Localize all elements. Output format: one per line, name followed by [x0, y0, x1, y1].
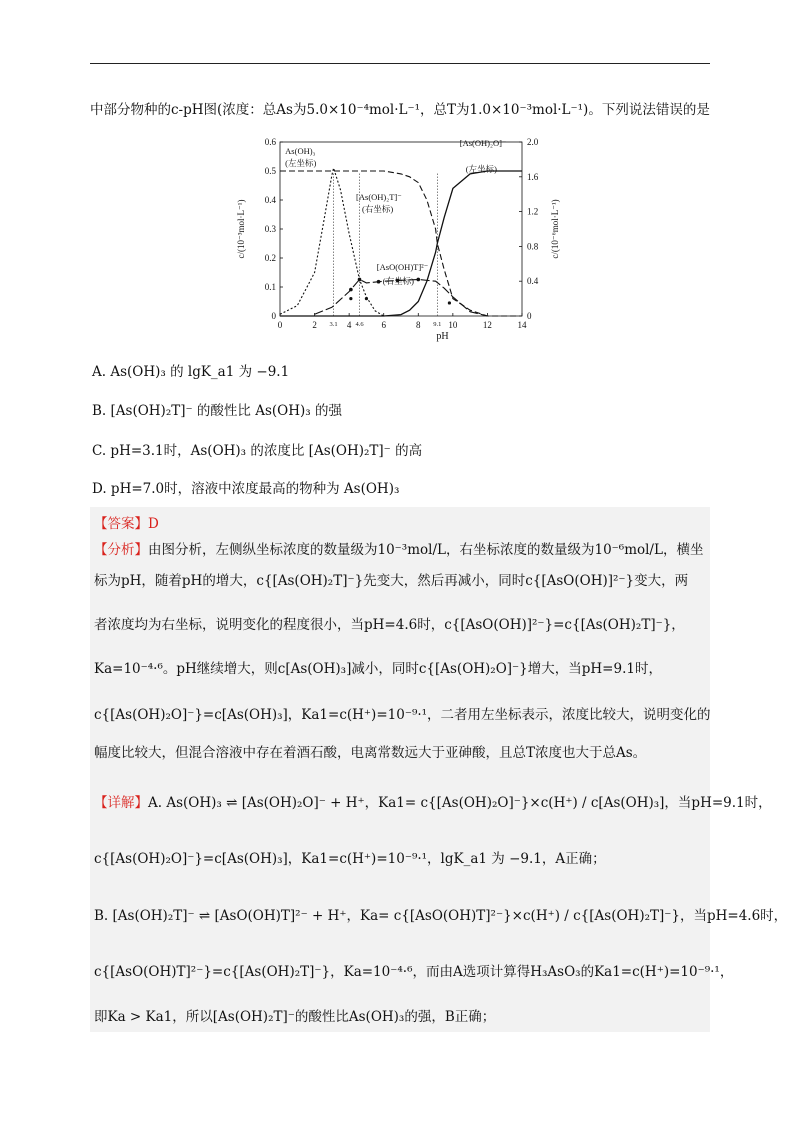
y-left-tick-label: 0.4 [264, 195, 276, 205]
question-intro: 中部分物种的c-pH图(浓度：总As为5.0×10⁻⁴mol·L⁻¹，总T为1.0×10⁻³mol·L⁻¹)。下列说法错误的是 [90, 102, 710, 118]
y-right-tick-label: 2.0 [527, 137, 539, 147]
x-tick-label: 0 [277, 320, 283, 330]
x-tick-label: 8 [416, 320, 421, 330]
y-left-tick-label: 0.1 [264, 282, 276, 292]
series-marker [358, 278, 362, 282]
analysis-tag: 【分析】 [94, 542, 148, 558]
x-tick-label: 2 [312, 320, 317, 330]
series-marker [416, 278, 420, 282]
y-right-tick-label: 0.8 [527, 241, 539, 252]
option-c[interactable]: C. pH=3.1时，As(OH)₃ 的浓度比 [As(OH)₂T]⁻ 的高 [92, 443, 423, 459]
y-left-tick-label: 0 [271, 311, 276, 321]
option-b[interactable]: B. [As(OH)₂T]⁻ 的酸性比 As(OH)₃ 的强 [92, 403, 342, 419]
analysis-line-2: 标为pH，随着pH的增大，c{[As(OH)₂T]⁻}先变大，然后再减小，同时c{[AsO(OH)]²⁻}变大，两 [94, 573, 689, 589]
y-right-tick-label: 0.4 [527, 276, 539, 287]
annotation-axis-note: (左坐标) [285, 158, 317, 168]
x-tick-label: 4 [346, 320, 352, 330]
series-marker [377, 280, 381, 284]
x-tick-label: 12 [482, 320, 492, 330]
y-left-tick-label: 0.6 [264, 137, 276, 147]
detail-line-b1: B. [As(OH)₂T]⁻ ⇌ [AsO(OH)T]²⁻ + H⁺，Ka= c{[AsO(OH)T]²⁻}×c(H⁺) / c{[As(OH)₂T]⁻}，当pH=4.6时， [94, 908, 788, 924]
detail-line-a2: c{[As(OH)₂O]⁻}=c[As(OH)₃]，Ka1=c(H⁺)=10⁻⁹·¹，lgK_a1 为 −9.1，A正确； [94, 851, 606, 867]
detail-tag: 【详解】 [94, 795, 148, 811]
x-tick-label: 10 [448, 320, 458, 330]
detail-line-b3: 即Ka > Ka1，所以[As(OH)₂T]⁻的酸性比As(OH)₃的强，B正确； [94, 1009, 496, 1025]
answer-panel [90, 507, 788, 1032]
y-right-tick-label: 1.6 [527, 171, 539, 182]
x-tick-label: 14 [517, 320, 527, 330]
analysis-line-6: 幅度比较大，但混合溶液中存在着酒石酸，电离常数远大于亚砷酸，且总T浓度也大于总As。 [94, 745, 647, 761]
annotation-label: [AsO(OH)T]²⁻ [376, 262, 429, 272]
y-left-tick-label: 0.2 [264, 253, 276, 263]
y-right-tick-label: 0 [527, 311, 532, 321]
detail-line-b2: c{[AsO(OH)T]²⁻}=c{[As(OH)₂T]⁻}，Ka=10⁻⁴·⁶，而由A选项计算得H₃AsO₃的Ka1=c(H⁺)=10⁻⁹·¹， [94, 964, 734, 980]
annotation-label: [As(OH)₂O]⁻ [459, 138, 507, 148]
annotation-label: As(OH)₃ [285, 146, 316, 156]
analysis-line-1 [94, 538, 703, 558]
y-left-tick-label: 0.3 [264, 224, 276, 234]
series-marker [349, 288, 353, 292]
option-d[interactable]: D. pH=7.0时，溶液中浓度最高的物种为 As(OH)₃ [92, 481, 400, 497]
chart-series [280, 168, 522, 316]
x-axis-label: pH [436, 331, 449, 342]
series-marker [365, 297, 368, 300]
extra-x-tick-label: 9.1 [433, 321, 442, 328]
annotation-axis-note: (右坐标) [362, 204, 394, 214]
analysis-line-4: Ka=10⁻⁴·⁶。pH继续增大，则c[As(OH)₃]减小，同时c{[As(OH)₂O]⁻}增大，当pH=9.1时， [94, 661, 662, 677]
c-ph-chart [230, 128, 570, 343]
annotation-axis-note: (右坐标) [382, 276, 414, 286]
answer-tag: 【答案】D [94, 516, 159, 532]
chart-labels [285, 138, 507, 286]
series-line-2 [280, 168, 384, 316]
y-left-axis-label: c/(10⁻³mol·L⁻¹) [236, 199, 246, 259]
series-marker [448, 301, 451, 304]
analysis-line-3: 者浓度均为右坐标，说明变化的程度很小，当pH=4.6时，c{[AsO(OH)]²⁻}=c{[As(OH)₂T]⁻}， [94, 617, 685, 633]
extra-x-tick-label: 3.1 [329, 321, 338, 328]
x-tick-label: 6 [381, 320, 386, 330]
annotation-label: [As(OH)₂T]⁻ [356, 192, 402, 202]
y-right-axis-label: c/(10⁻⁶mol·L⁻¹) [550, 199, 560, 259]
analysis-text-1: 由图分析，左侧纵坐标浓度的数量级为10⁻³mol/L，右坐标浓度的数量级为10⁻⁶mol/L，横坐 [148, 542, 704, 558]
y-right-tick-label: 1.2 [527, 206, 539, 217]
detail-line-a1 [94, 791, 772, 811]
series-marker [349, 297, 352, 300]
annotation-axis-note: (左坐标) [465, 164, 497, 174]
option-a[interactable]: A. As(OH)₃ 的 lgK_a1 为 −9.1 [92, 364, 290, 380]
y-left-tick-label: 0.5 [264, 166, 276, 176]
header-rule [90, 63, 710, 64]
extra-x-tick-label: 4.6 [355, 321, 364, 328]
detail-text-a1: A. As(OH)₃ ⇌ [As(OH)₂O]⁻ + H⁺，Ka1= c{[As(OH)₂O]⁻}×c(H⁺) / c[As(OH)₃]，当pH=9.1时， [148, 795, 772, 811]
analysis-line-5: c{[As(OH)₂O]⁻}=c[As(OH)₃]，Ka1=c(H⁺)=10⁻⁹·¹，二者用左坐标表示，浓度比较大，说明变化的 [94, 707, 711, 723]
